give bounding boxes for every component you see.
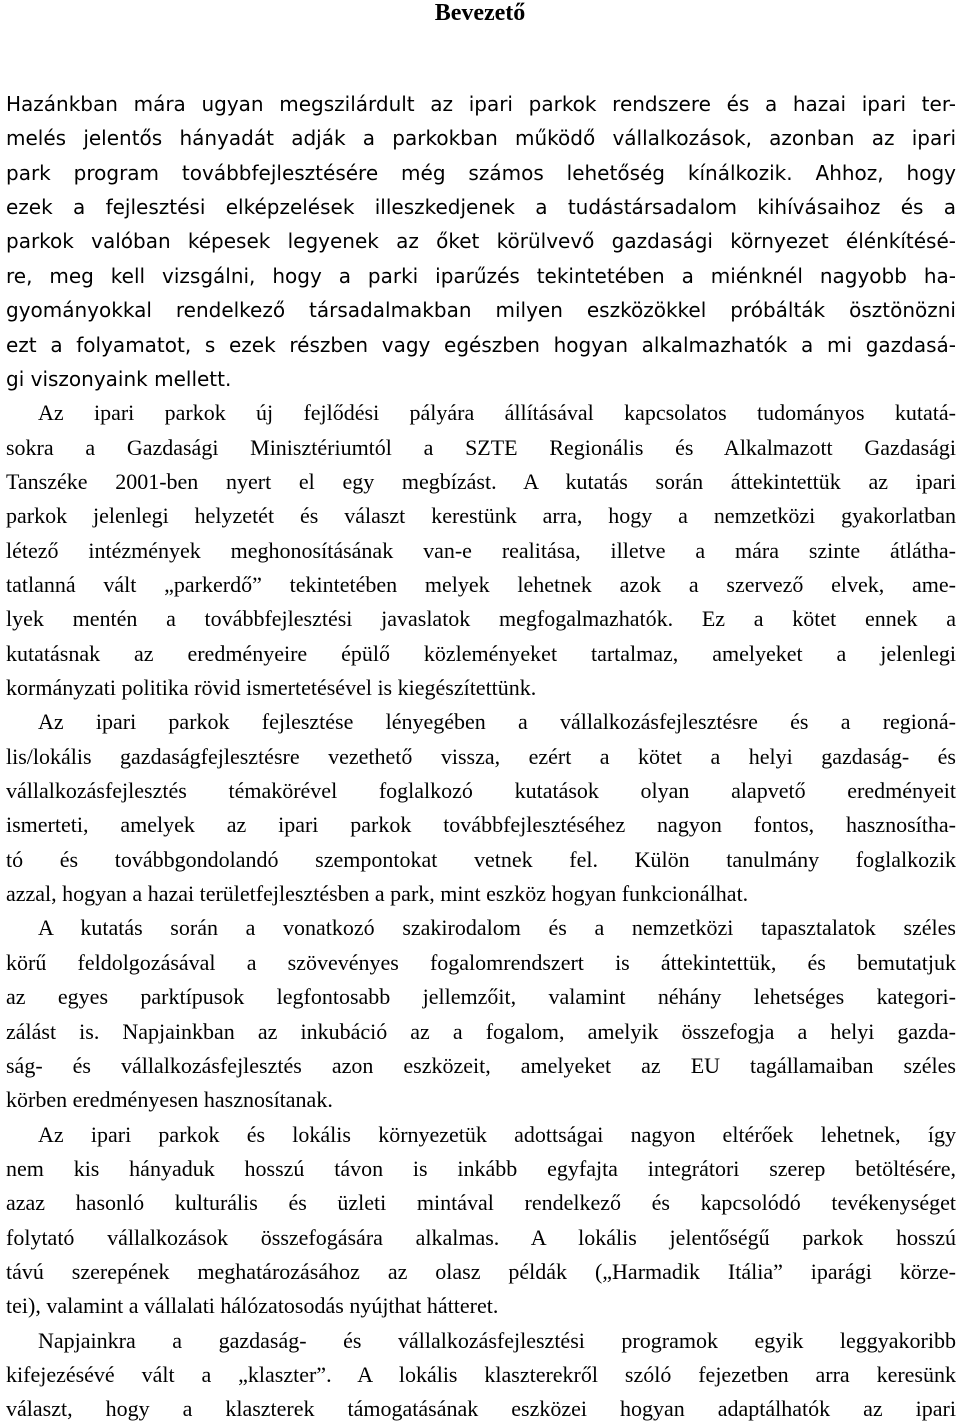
text-line: Az ipari parkok új fejlődési pályára állításával kapcsolatos tudományos kutatá- — [38, 400, 956, 426]
text-line: lis/lokális gazdaságfejlesztésre vezethető vissza, ezért a kötet a helyi gazdaság- és — [6, 743, 956, 769]
text-line: parkok jelenlegi helyzetét és választ kerestünk arra, hogy a nemzetközi gyakorlatban — [6, 503, 956, 529]
text-line: melés jelentős hányadát adják a parkokban működő vállalkozások, azonban az ipari — [6, 126, 956, 151]
text-line: ság- és vállalkozásfejlesztés azon eszközeit, amelyeket az EU tagállamaiban széles — [6, 1052, 956, 1078]
text-line: nem kis hányaduk hosszú távon is inkább egyfajta integrátori szerep betöltésére, — [6, 1155, 956, 1181]
text-line: lyek mentén a továbbfejlesztési javaslatok megfogalmazhatók. Ez a kötet ennek a — [6, 606, 956, 632]
text-line: kutatásnak az eredményeire épülő közleményeket tartalmaz, amelyeket a jelenlegi — [6, 640, 956, 666]
text-line: sokra a Gazdasági Minisztériumtól a SZTE Regionális és Alkalmazott Gazdasági — [6, 434, 956, 460]
text-line: folytató vállalkozások összefogására alkalmas. A lokális jelentőségű parkok hosszú — [6, 1224, 956, 1250]
text-line: gyományokkal rendelkező társadalmakban milyen eszközökkel próbálták ösztönözni — [6, 298, 956, 323]
text-line: park program továbbfejlesztésére még számos lehetőség kínálkozik. Ahhoz, hogy — [6, 160, 956, 185]
text-line: A kutatás során a vonatkozó szakirodalom és a nemzetközi tapasztalatok széles — [38, 915, 956, 941]
text-line: körű feldolgozásával a szövevényes fogalomrendszert is áttekintettük, és bemutatjuk — [6, 949, 956, 975]
text-line: ismerteti, amelyek az ipari parkok továbbfejlesztéséhez nagyon fontos, hasznosítha- — [6, 812, 956, 838]
text-line: kifejezésévé vált a „klaszter”. A lokális klaszterekről szóló fejezetben arra keresünk — [6, 1362, 956, 1387]
text-line: zálást is. Napjainkban az inkubáció az a fogalom, amelyik összefogja a helyi gazda- — [6, 1018, 956, 1044]
text-line: azaz hasonló kulturális és üzleti mintával rendelkező és kapcsolódó tevékenységet — [6, 1190, 956, 1216]
text-line: re, meg kell vizsgálni, hogy a parki iparűzés tekintetében a miénknél nagyobb ha- — [6, 263, 956, 288]
text-line: ezek a fejlesztési elképzelések illeszkedjenek a tudástársadalom kihívásaihoz és a — [6, 195, 956, 220]
text-line: Hazánkban mára ugyan megszilárdult az ipari parkok rendszere és a hazai ipari ter- — [6, 92, 956, 116]
page-title: Bevezető — [434, 0, 526, 26]
text-line: parkok valóban képesek legyenek az őket körülvevő gazdasági környezet élénkítésé- — [6, 229, 956, 254]
text-line: Tanszéke 2001-ben nyert el egy megbízást. A kutatás során áttekintettük az ipari — [6, 468, 956, 494]
text-line: létező intézmények meghonosításának van-e realitása, illetve a mára szinte átlátha- — [6, 537, 956, 563]
text-line: tatlanná vált „parkerdő” tekintetében melyek lehetnek azok a szervező elvek, ame- — [6, 571, 956, 597]
text-line: Az ipari parkok fejlesztése lényegében a vállalkozásfejlesztésre és a regioná- — [38, 709, 956, 735]
text-line: Az ipari parkok és lokális környezetük adottságai nagyon eltérőek lehetnek, így — [38, 1121, 956, 1147]
text-line: kormányzati politika rövid ismertetésével is kiegészítettünk. — [6, 675, 537, 700]
text-line: távú szerepének meghatározásához az olasz példák („Harmadik Itália” iparági körze- — [6, 1258, 956, 1284]
text-line: tei), valamint a vállalati hálózatosodás nyújthat hátteret. — [6, 1293, 499, 1319]
text-line: vállalkozásfejlesztés témakörével foglalkozó kutatások olyan alapvető eredményeit — [6, 778, 956, 803]
text-line: Napjainkra a gazdaság- és vállalkozásfejlesztési programok egyik leggyakoribb — [38, 1327, 956, 1353]
text-line: ezt a folyamatot, s ezek részben vagy egészben hogyan alkalmazhatók a mi gazdasá- — [6, 332, 956, 357]
text-line: gi viszonyaink mellett. — [6, 366, 232, 391]
text-line: az egyes parktípusok legfontosabb jellemzőit, valamint néhány lehetséges kategori- — [6, 984, 956, 1010]
text-line: körben eredményesen hasznosítanak. — [6, 1087, 333, 1113]
text-line: választ, hogy a klaszterek támogatásának eszközei hogyan adaptálhatók az ipari — [6, 1396, 956, 1422]
text-line: azzal, hogyan a hazai területfejlesztésben a park, mint eszköz hogyan funkcionálhat. — [6, 881, 749, 907]
text-line: tó és továbbgondolandó szempontokat vetnek fel. Külön tanulmány foglalkozik — [6, 846, 956, 872]
